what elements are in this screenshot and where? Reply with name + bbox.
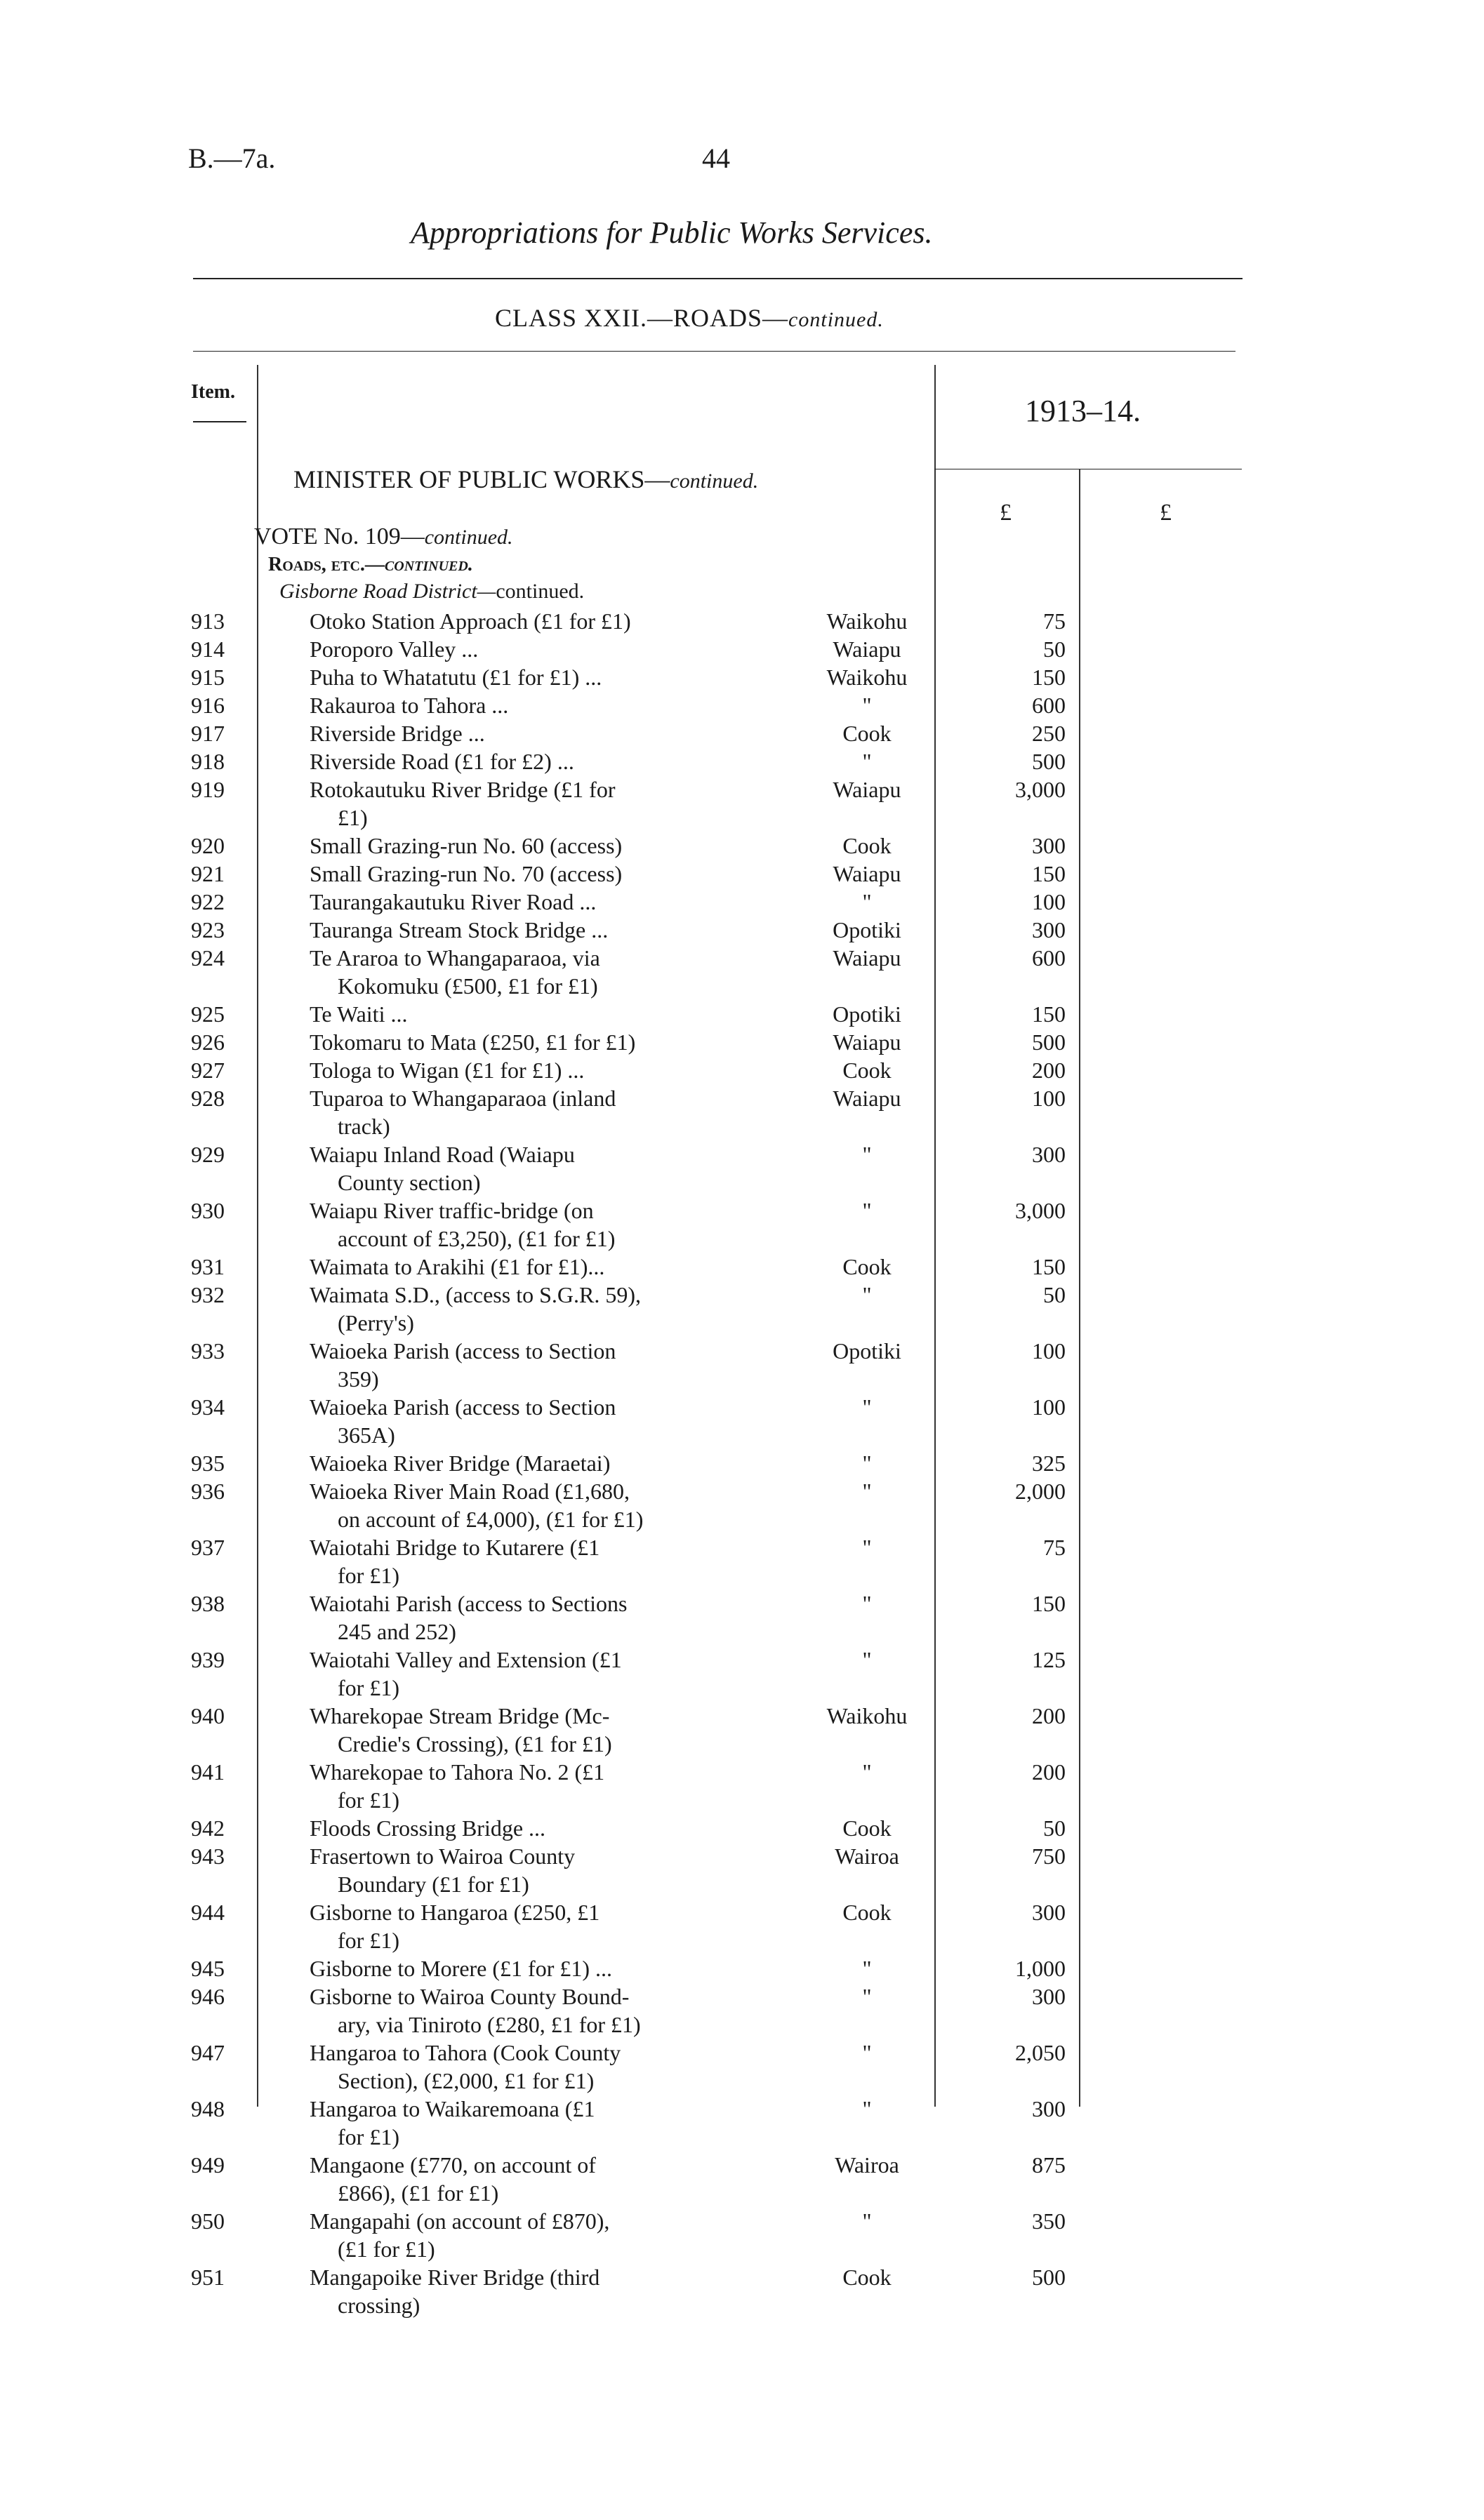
page-number: 44 — [702, 142, 730, 174]
description-line: Boundary (£1 for £1) — [338, 1872, 529, 1897]
description-line: Hangaroa to Waikaremoana (£1 — [310, 2096, 595, 2121]
amount-value: 300 — [1032, 1142, 1066, 1167]
class-rule — [193, 351, 1235, 352]
county-name: Opotiki — [833, 917, 901, 942]
description-line: £866), (£1 for £1) — [338, 2180, 499, 2206]
description-line: Tauranga Stream Stock Bridge ... — [310, 917, 609, 942]
description-line: 245 and 252) — [338, 1619, 456, 1644]
page-title: Appropriations for Public Works Services. — [411, 215, 933, 250]
item-number: 928 — [191, 1086, 225, 1111]
description-line: 359) — [338, 1366, 379, 1392]
amount-value: 875 — [1032, 2152, 1066, 2178]
county-name: " — [862, 1647, 872, 1672]
title-rule — [193, 278, 1243, 279]
county-name: " — [862, 1451, 872, 1476]
county-name: " — [862, 1956, 872, 1981]
item-number: 942 — [191, 1815, 225, 1841]
item-number: 914 — [191, 636, 225, 662]
amount-value: 200 — [1032, 1759, 1066, 1785]
minister-heading: MINISTER OF PUBLIC WORKS—continued. — [293, 465, 759, 493]
item-description — [310, 607, 743, 635]
description-line: £1) — [338, 805, 368, 830]
description-line: account of £3,250), (£1 for £1) — [338, 1226, 616, 1251]
description-line: Kokomuku (£500, £1 for £1) — [338, 973, 598, 999]
description-line: Waiotahi Valley and Extension (£1 — [310, 1647, 622, 1672]
description-line: Te Waiti ... — [310, 1001, 408, 1027]
amount-value: 350 — [1032, 2208, 1066, 2234]
description-line: Otoko Station Approach (£1 for £1) — [310, 608, 631, 634]
description-line: Tologa to Wigan (£1 for £1) ... — [310, 1058, 585, 1083]
amount-value: 300 — [1032, 1984, 1066, 2009]
description-line: Riverside Bridge ... — [310, 721, 485, 746]
county-name: " — [862, 1535, 872, 1560]
county-name: " — [862, 1142, 872, 1167]
description-line: Waimata S.D., (access to S.G.R. 59), — [310, 1282, 641, 1307]
county-name: Cook — [842, 1254, 892, 1279]
year-header: 1913–14. — [1025, 394, 1141, 428]
item-description — [310, 1842, 743, 1898]
item-description — [310, 2207, 743, 2263]
description-line: Floods Crossing Bridge ... — [310, 1815, 546, 1841]
item-header-underline — [193, 421, 246, 422]
amount-value: 300 — [1032, 833, 1066, 858]
county-name: Waiapu — [833, 777, 901, 802]
item-number: 915 — [191, 665, 225, 690]
item-description — [310, 1982, 743, 2039]
description-line: Frasertown to Wairoa County — [310, 1844, 576, 1869]
item-number: 937 — [191, 1535, 225, 1560]
county-name: Cook — [842, 1058, 892, 1083]
item-description — [310, 1702, 743, 1758]
amount-value: 125 — [1032, 1647, 1066, 1672]
county-name: Waikohu — [826, 1703, 908, 1728]
county-name: Waiapu — [833, 861, 901, 886]
description-line: Taurangakautuku River Road ... — [310, 889, 597, 914]
amount-value: 2,000 — [1015, 1479, 1066, 1504]
item-number: 949 — [191, 2152, 225, 2178]
item-number: 925 — [191, 1001, 225, 1027]
item-number: 926 — [191, 1029, 225, 1055]
amount-value: 150 — [1032, 1001, 1066, 1027]
description-line: Waioeka Parish (access to Section — [310, 1338, 616, 1364]
county-name: Opotiki — [833, 1001, 901, 1027]
item-column-header: Item. — [191, 381, 235, 403]
description-line: ary, via Tiniroto (£280, £1 for £1) — [338, 2012, 641, 2037]
item-number: 944 — [191, 1900, 225, 1925]
item-description — [310, 1814, 743, 1842]
item-description — [310, 2095, 743, 2151]
amount-value: 750 — [1032, 1844, 1066, 1869]
item-number: 950 — [191, 2208, 225, 2234]
amount-value: 500 — [1032, 1029, 1066, 1055]
amount-value: 150 — [1032, 1591, 1066, 1616]
item-description — [310, 1449, 743, 1477]
amount-value: 50 — [1043, 1815, 1066, 1841]
item-description — [310, 1000, 743, 1028]
county-name: Opotiki — [833, 1338, 901, 1364]
county-name: " — [862, 1282, 872, 1307]
item-number: 938 — [191, 1591, 225, 1616]
description-line: Waioeka Parish (access to Section — [310, 1394, 616, 1420]
county-name: " — [862, 2096, 872, 2121]
item-description — [310, 916, 743, 944]
item-number: 919 — [191, 777, 225, 802]
item-description — [310, 2151, 743, 2207]
description-line: Waimata to Arakihi (£1 for £1)... — [310, 1254, 605, 1279]
county-name: " — [862, 1591, 872, 1616]
pound-symbol-col2: £ — [1160, 500, 1172, 526]
item-description — [310, 691, 743, 719]
item-description — [310, 888, 743, 916]
county-name: Cook — [842, 721, 892, 746]
description-line: Section), (£2,000, £1 for £1) — [338, 2068, 595, 2093]
item-description — [310, 1533, 743, 1589]
item-number: 941 — [191, 1759, 225, 1785]
pound-symbol-col1: £ — [1000, 500, 1012, 526]
county-name: Cook — [842, 2265, 892, 2290]
item-number: 947 — [191, 2040, 225, 2065]
item-number: 946 — [191, 1984, 225, 2009]
item-number: 932 — [191, 1282, 225, 1307]
amount-value: 3,000 — [1015, 777, 1066, 802]
item-description — [310, 832, 743, 860]
description-line: Tokomaru to Mata (£250, £1 for £1) — [310, 1029, 636, 1055]
county-name: Waiapu — [833, 1029, 901, 1055]
item-description — [310, 1393, 743, 1449]
description-line: Te Araroa to Whangaparaoa, via — [310, 945, 600, 971]
item-description — [310, 1140, 743, 1196]
description-line: Rakauroa to Tahora ... — [310, 693, 509, 718]
description-line: for £1) — [338, 1563, 399, 1588]
item-description — [310, 1056, 743, 1084]
item-number: 923 — [191, 917, 225, 942]
item-number: 917 — [191, 721, 225, 746]
description-line: (£1 for £1) — [338, 2236, 435, 2262]
item-number: 913 — [191, 608, 225, 634]
item-description — [310, 775, 743, 832]
description-line: Mangapahi (on account of £870), — [310, 2208, 610, 2234]
description-line: Waiotahi Parish (access to Sections — [310, 1591, 628, 1616]
amount-value: 250 — [1032, 721, 1066, 746]
item-number: 931 — [191, 1254, 225, 1279]
county-name: Cook — [842, 1900, 892, 1925]
amount-value: 3,000 — [1015, 1198, 1066, 1223]
description-line: Credie's Crossing), (£1 for £1) — [338, 1731, 612, 1756]
item-column-divider — [257, 365, 258, 2107]
item-description — [310, 860, 743, 888]
description-line: Waioeka River Main Road (£1,680, — [310, 1479, 630, 1504]
item-number: 920 — [191, 833, 225, 858]
amount-value: 2,050 — [1015, 2040, 1066, 2065]
county-name: " — [862, 2040, 872, 2065]
amount-value: 300 — [1032, 2096, 1066, 2121]
description-line: Mangaone (£770, on account of — [310, 2152, 596, 2178]
class-heading: CLASS XXII.—ROADS—continued. — [495, 304, 884, 332]
item-number: 930 — [191, 1198, 225, 1223]
description-line: Gisborne to Wairoa County Bound- — [310, 1984, 630, 2009]
item-description — [310, 719, 743, 747]
county-name: Waikohu — [826, 665, 908, 690]
item-number: 929 — [191, 1142, 225, 1167]
amount-value: 75 — [1043, 1535, 1066, 1560]
item-description — [310, 747, 743, 775]
description-line: Wharekopae to Tahora No. 2 (£1 — [310, 1759, 605, 1785]
description-line: Poroporo Valley ... — [310, 636, 479, 662]
county-name: " — [862, 1984, 872, 2009]
county-name: " — [862, 2208, 872, 2234]
description-line: Riverside Road (£1 for £2) ... — [310, 749, 574, 774]
item-description — [310, 1589, 743, 1646]
description-column-divider — [934, 365, 936, 2107]
amount-value: 300 — [1032, 1900, 1066, 1925]
item-number: 927 — [191, 1058, 225, 1083]
item-number: 943 — [191, 1844, 225, 1869]
description-line: Hangaroa to Tahora (Cook County — [310, 2040, 621, 2065]
item-description — [310, 2039, 743, 2095]
amount-value: 150 — [1032, 1254, 1066, 1279]
item-number: 940 — [191, 1703, 225, 1728]
document-reference: B.—7a. — [188, 142, 276, 174]
description-line: Waiapu River traffic-bridge (on — [310, 1198, 594, 1223]
description-line: crossing) — [338, 2293, 420, 2318]
item-description — [310, 1028, 743, 1056]
amount-value: 600 — [1032, 693, 1066, 718]
item-number: 935 — [191, 1451, 225, 1476]
description-line: County section) — [338, 1170, 481, 1195]
description-line: Rotokautuku River Bridge (£1 for — [310, 777, 616, 802]
item-number: 918 — [191, 749, 225, 774]
item-description — [310, 1084, 743, 1140]
amount-value: 200 — [1032, 1703, 1066, 1728]
item-description — [310, 2263, 743, 2319]
amount-value: 500 — [1032, 2265, 1066, 2290]
county-name: Waiapu — [833, 945, 901, 971]
county-name: Cook — [842, 1815, 892, 1841]
item-description — [310, 1337, 743, 1393]
description-line: Small Grazing-run No. 70 (access) — [310, 861, 623, 886]
item-number: 951 — [191, 2265, 225, 2290]
item-description — [310, 1477, 743, 1533]
county-name: " — [862, 749, 872, 774]
amount-value: 100 — [1032, 889, 1066, 914]
description-line: Gisborne to Morere (£1 for £1) ... — [310, 1956, 612, 1981]
description-line: Gisborne to Hangaroa (£250, £1 — [310, 1900, 600, 1925]
description-line: for £1) — [338, 2124, 399, 2149]
item-number: 916 — [191, 693, 225, 718]
item-description — [310, 1281, 743, 1337]
amount-value: 100 — [1032, 1394, 1066, 1420]
item-description — [310, 663, 743, 691]
item-number: 921 — [191, 861, 225, 886]
vote-heading: VOTE No. 109—continued. — [254, 524, 513, 549]
item-number: 948 — [191, 2096, 225, 2121]
description-line: Wharekopae Stream Bridge (Mc- — [310, 1703, 610, 1728]
amount-value: 100 — [1032, 1086, 1066, 1111]
county-name: " — [862, 1198, 872, 1223]
amount-value: 150 — [1032, 665, 1066, 690]
item-description — [310, 1758, 743, 1814]
item-description — [310, 944, 743, 1000]
county-name: Wairoa — [835, 2152, 899, 2178]
description-line: Waiotahi Bridge to Kutarere (£1 — [310, 1535, 600, 1560]
district-subheading: Gisborne Road District—continued. — [279, 580, 585, 603]
roads-subheading: Roads, etc.—continued. — [268, 554, 473, 575]
amount-value: 600 — [1032, 945, 1066, 971]
item-description — [310, 1196, 743, 1253]
description-line: for £1) — [338, 1787, 399, 1813]
item-number: 934 — [191, 1394, 225, 1420]
amount-value: 300 — [1032, 917, 1066, 942]
county-name: Waiapu — [833, 1086, 901, 1111]
description-line: Waioeka River Bridge (Maraetai) — [310, 1451, 611, 1476]
description-line: Tuparoa to Whangaparaoa (inland — [310, 1086, 616, 1111]
amount-value: 200 — [1032, 1058, 1066, 1083]
description-line: (Perry's) — [338, 1310, 414, 1335]
county-name: Waiapu — [833, 636, 901, 662]
description-line: Puha to Whatatutu (£1 for £1) ... — [310, 665, 602, 690]
item-description — [310, 1253, 743, 1281]
description-line: Small Grazing-run No. 60 (access) — [310, 833, 623, 858]
description-line: track) — [338, 1114, 390, 1139]
item-number: 939 — [191, 1647, 225, 1672]
item-number: 945 — [191, 1956, 225, 1981]
amount-column-divider — [1079, 469, 1080, 2107]
description-line: Mangapoike River Bridge (third — [310, 2265, 600, 2290]
amount-value: 100 — [1032, 1338, 1066, 1364]
county-name: " — [862, 693, 872, 718]
item-number: 933 — [191, 1338, 225, 1364]
item-number: 922 — [191, 889, 225, 914]
item-description — [310, 635, 743, 663]
item-number: 924 — [191, 945, 225, 971]
county-name: " — [862, 1759, 872, 1785]
item-description — [310, 1646, 743, 1702]
amount-value: 325 — [1032, 1451, 1066, 1476]
amount-value: 50 — [1043, 1282, 1066, 1307]
description-line: for £1) — [338, 1928, 399, 1953]
county-name: Cook — [842, 833, 892, 858]
amount-value: 150 — [1032, 861, 1066, 886]
county-name: Waikohu — [826, 608, 908, 634]
county-name: " — [862, 889, 872, 914]
amount-value: 500 — [1032, 749, 1066, 774]
description-line: Waiapu Inland Road (Waiapu — [310, 1142, 575, 1167]
description-line: 365A) — [338, 1422, 395, 1448]
amount-value: 50 — [1043, 636, 1066, 662]
amount-value: 1,000 — [1015, 1956, 1066, 1981]
item-description — [310, 1954, 743, 1982]
description-line: on account of £4,000), (£1 for £1) — [338, 1507, 644, 1532]
amount-value: 75 — [1043, 608, 1066, 634]
item-number: 936 — [191, 1479, 225, 1504]
county-name: " — [862, 1479, 872, 1504]
county-name: Wairoa — [835, 1844, 899, 1869]
item-description — [310, 1898, 743, 1954]
description-line: for £1) — [338, 1675, 399, 1700]
county-name: " — [862, 1394, 872, 1420]
